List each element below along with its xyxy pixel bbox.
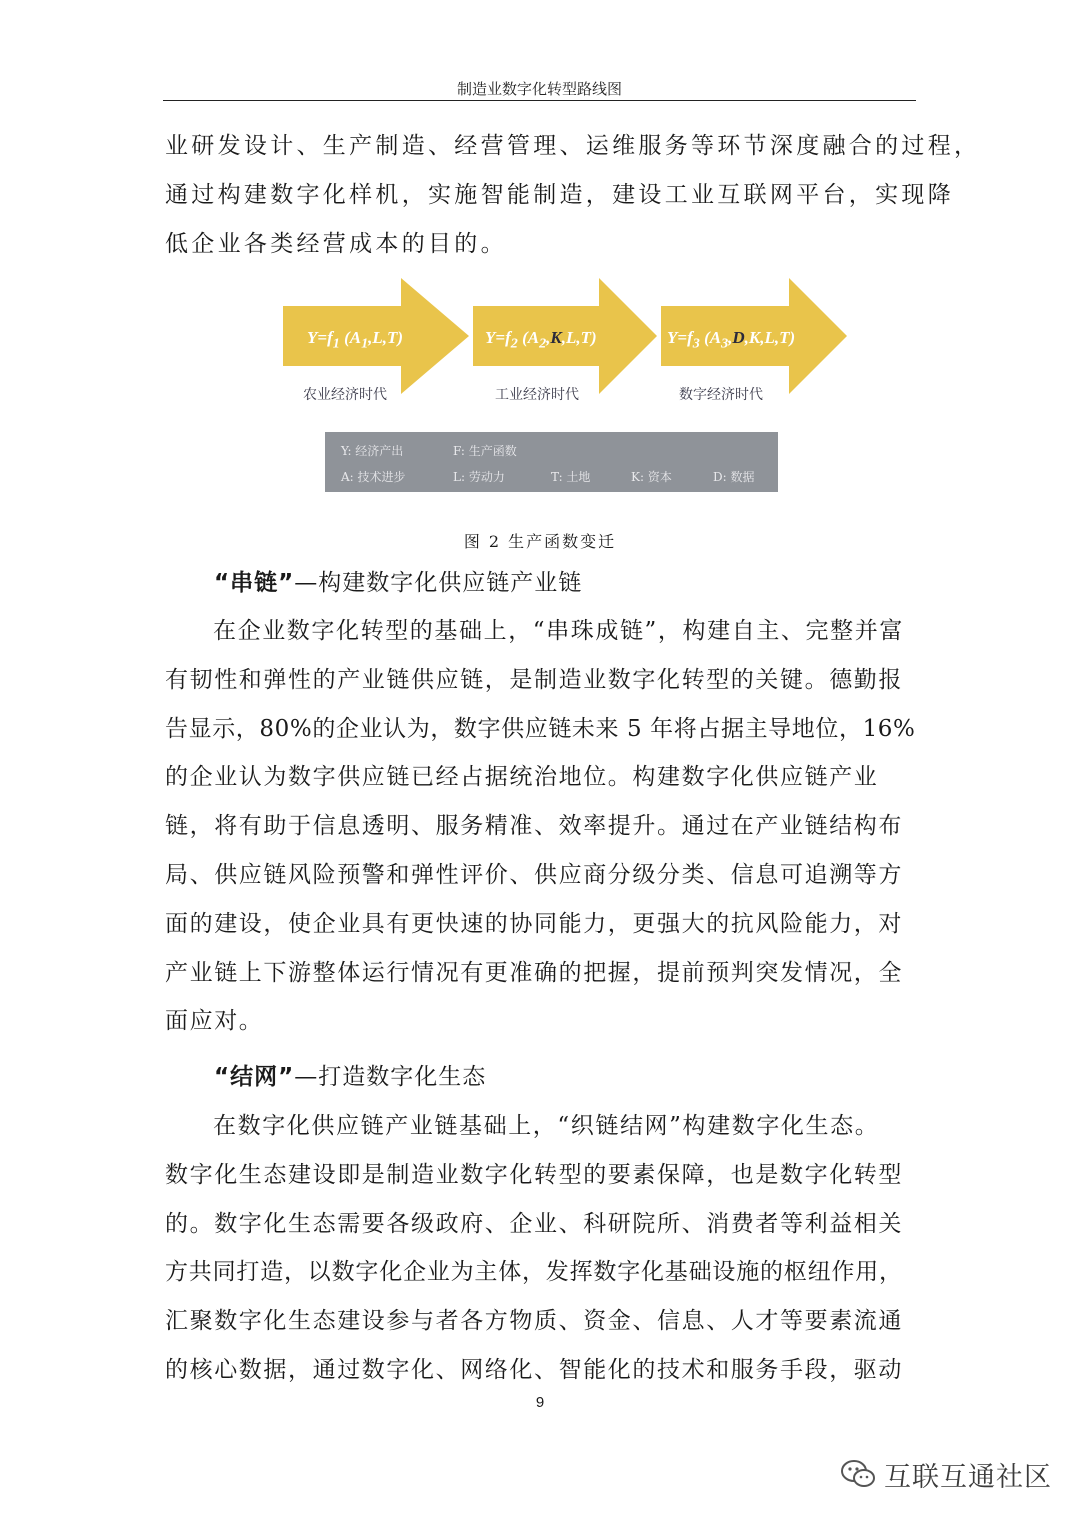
era-label-agricultural: 农业经济时代 <box>303 387 387 403</box>
text-line: 的核心数据，通过数字化、网络化、智能化的技术和服务手段，驱动 <box>165 1356 903 1383</box>
text-line: 面应对。 <box>165 1008 264 1035</box>
formula-digital: $Y=f_3$ $(A_3,D,K,L,T)$ <box>667 328 796 352</box>
text-line: 产业链上下游整体运行情况有更准确的把握，提前预判突发情况，全 <box>165 959 903 986</box>
formula-agricultural: $Y=f_1$ $(A_1,L,T)$ <box>307 328 404 352</box>
figure-legend <box>325 432 778 492</box>
production-function-figure <box>283 278 853 418</box>
section-heading-net <box>214 1058 486 1091</box>
page-number: 9 <box>535 1394 545 1411</box>
section-heading-chain <box>214 564 582 597</box>
watermark <box>840 1456 1052 1492</box>
text-line: 局、供应链风险预警和弹性评价、供应商分级分类、信息可追溯等方 <box>165 861 903 888</box>
heading-text: —打造数字化生态 <box>294 1064 487 1090</box>
legend-item: Y: 经济产出 <box>341 444 404 458</box>
paragraph-chain <box>165 607 915 1046</box>
text-line: 在数字化供应链产业链基础上，“织链结网”构建数字化生态。 <box>213 1113 880 1139</box>
heading-text: —构建数字化供应链产业链 <box>294 570 583 596</box>
heading-keyword: “串链” <box>214 570 295 596</box>
legend-item: A: 技术进步 <box>341 470 406 484</box>
legend-item: T: 土地 <box>551 470 591 484</box>
text-line: 的。数字化生态需要各级政府、企业、科研院所、消费者等利益相关 <box>165 1210 903 1237</box>
wechat-icon <box>840 1458 876 1490</box>
era-label-industrial: 工业经济时代 <box>495 387 579 403</box>
era-label-digital: 数字经济时代 <box>679 387 763 403</box>
heading-keyword: “结网” <box>214 1064 295 1090</box>
paragraph-net <box>165 1102 915 1395</box>
text-line: 业研发设计、生产制造、经营管理、运维服务等环节深度融合的过程， <box>165 133 981 159</box>
text-line: 面的建设，使企业具有更快速的协同能力，更强大的抗风险能力，对 <box>165 910 903 937</box>
paragraph-intro <box>165 122 981 268</box>
watermark-text: 互联互通社区 <box>884 1461 1052 1493</box>
text-line: 链，将有助于信息透明、服务精准、效率提升。通过在产业链结构布 <box>165 813 903 840</box>
header-rule <box>163 100 916 101</box>
text-line: 通过构建数字化样机，实施智能制造，建设工业互联网平台，实现降 <box>165 181 954 208</box>
figure-caption: 图 2 生产函数变迁 <box>463 532 617 551</box>
text-line: 告显示，80%的企业认为，数字供应链未来 5 年将占据主导地位，16% <box>165 715 916 742</box>
running-header: 制造业数字化转型路线图 <box>456 80 622 98</box>
legend-item: D: 数据 <box>713 470 755 484</box>
text-line: 低企业各类经营成本的目的。 <box>165 230 507 257</box>
text-line: 方共同打造，以数字化企业为主体，发挥数字化基础设施的枢纽作用， <box>165 1259 903 1286</box>
text-line: 数字化生态建设即是制造业数字化转型的要素保障，也是数字化转型 <box>165 1161 903 1188</box>
legend-item: F: 生产函数 <box>453 444 517 458</box>
text-line: 在企业数字化转型的基础上，“串珠成链”，构建自主、完整并富 <box>213 618 904 644</box>
text-line: 汇聚数字化生态建设参与者各方物质、资金、信息、人才等要素流通 <box>165 1308 903 1335</box>
formula-industrial: $Y=f_2$ $(A_2,K,L,T)$ <box>485 328 597 352</box>
legend-item: L: 劳动力 <box>453 470 505 484</box>
text-line: 有韧性和弹性的产业链供应链，是制造业数字化转型的关键。德勤报 <box>165 666 903 693</box>
text-line: 的企业认为数字供应链已经占据统治地位。构建数字化供应链产业 <box>165 764 879 791</box>
legend-item: K: 资本 <box>631 470 672 484</box>
